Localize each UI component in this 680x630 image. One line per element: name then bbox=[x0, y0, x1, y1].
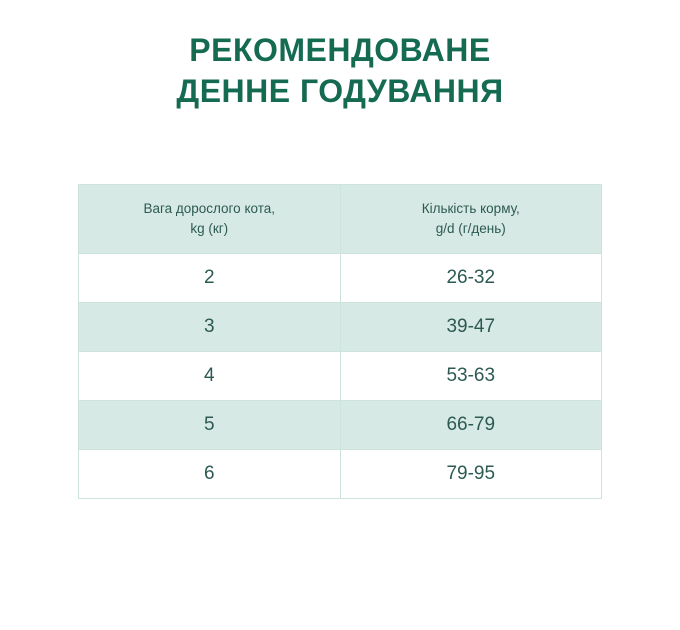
feeding-table-container bbox=[78, 184, 602, 499]
cell-amount: 79-95 bbox=[340, 450, 602, 499]
page-title-line-2: ДЕННЕ ГОДУВАННЯ bbox=[176, 72, 504, 109]
table-row bbox=[79, 303, 602, 352]
cell-weight: 3 bbox=[79, 303, 341, 352]
table-row bbox=[79, 450, 602, 499]
table-row bbox=[79, 401, 602, 450]
column-header-amount-line-1: Кількість корму, bbox=[421, 201, 520, 217]
cell-amount: 53-63 bbox=[340, 352, 602, 401]
feeding-table bbox=[78, 184, 602, 499]
table-header-row bbox=[79, 185, 602, 254]
cell-amount: 39-47 bbox=[340, 303, 602, 352]
table-row bbox=[79, 254, 602, 303]
page-title bbox=[0, 0, 680, 112]
cell-amount: 66-79 bbox=[340, 401, 602, 450]
cell-weight: 6 bbox=[79, 450, 341, 499]
page-title-line-1: РЕКОМЕНДОВАНЕ bbox=[189, 32, 491, 68]
cell-weight: 4 bbox=[79, 352, 341, 401]
column-header-amount-line-2: g/d (г/день) bbox=[435, 221, 506, 236]
cell-weight: 2 bbox=[79, 254, 341, 303]
cell-amount: 26-32 bbox=[340, 254, 602, 303]
column-header-weight-line-1: Вага дорослого кота, bbox=[143, 201, 276, 217]
table-row bbox=[79, 352, 602, 401]
column-header-weight bbox=[79, 185, 341, 254]
cell-weight: 5 bbox=[79, 401, 341, 450]
table-header bbox=[79, 185, 602, 254]
column-header-weight-line-2: kg (кг) bbox=[190, 221, 229, 236]
table-body bbox=[79, 254, 602, 499]
column-header-amount bbox=[340, 185, 602, 254]
